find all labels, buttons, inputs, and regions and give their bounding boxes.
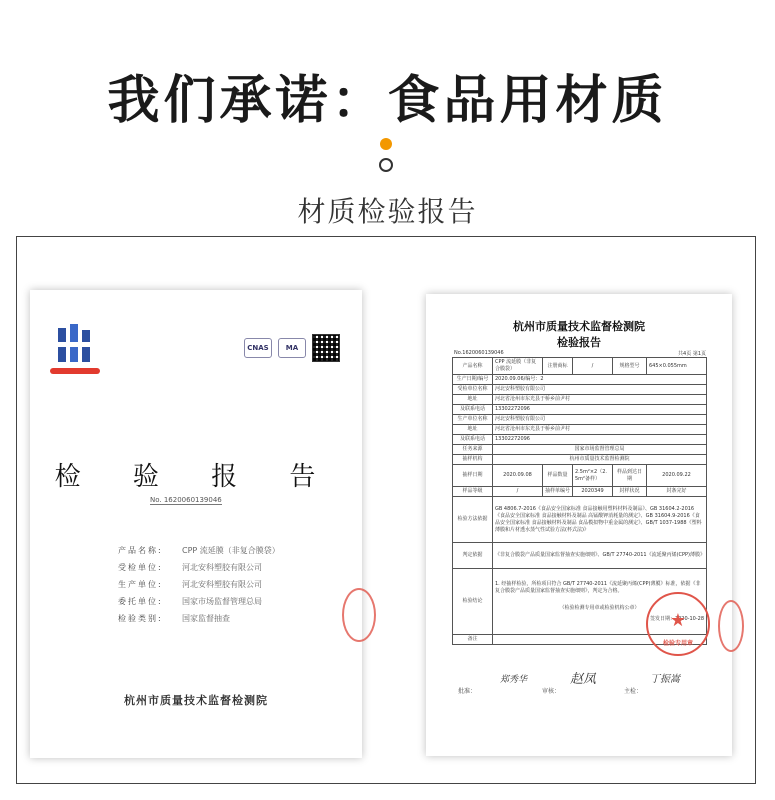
table-cell: / (493, 487, 543, 497)
table-cell: 地址 (453, 425, 493, 435)
table-cell: 13302272096 (493, 405, 707, 415)
table-row (453, 375, 707, 385)
table-row (453, 358, 707, 375)
review-signature: 赵凤 (570, 672, 597, 687)
table-cell: 2020.09.22 (647, 465, 707, 487)
table-cell: 河北省沧州市东光县于桥乡前尹村 (493, 395, 707, 405)
table-cell: 河北省沧州市东光县于桥乡前尹村 (493, 425, 707, 435)
table-cell: 抽样日期 (453, 465, 493, 487)
accent-dot-icon (380, 138, 392, 150)
seal-text: 检验专用章 (662, 640, 693, 647)
ring-dot-icon (379, 158, 393, 172)
table-cell: 及联系电话 (453, 405, 493, 415)
table-cell: 河北安科塑胶有限公司 (493, 385, 707, 395)
cma-badge: MA (278, 338, 306, 358)
report-page-count: 共4页 第1页 (678, 351, 706, 357)
table-cell: 样品到达日期 (613, 465, 647, 487)
main-label: 主检： (624, 688, 643, 695)
conclusion-text: 1. 经抽样检验，所检项目符合 GB/T 27740-2011《流延聚丙烯(CPP)薄膜》标准，依据《非复合膜袋产品质量国家监督抽查实施细则》，判定为合格。 (495, 580, 701, 594)
report-institute-title: 杭州市质量技术监督检测院 (513, 320, 645, 333)
table-cell: 2.5m²×2（2.5m²备样） (573, 465, 613, 487)
table-cell: 抽样单编号 (543, 487, 573, 497)
cover-field-row (118, 559, 280, 576)
cover-field-row (118, 576, 280, 593)
table-cell: 封样状况 (613, 487, 647, 497)
cover-field-row (118, 593, 280, 610)
table-cell: 生产日期/编号 (453, 375, 493, 385)
cover-title: 检 验 报 告 (54, 462, 338, 492)
table-row (453, 425, 707, 435)
table-row (453, 487, 707, 497)
table-cell: 2020.09.06/编号：2 (493, 375, 707, 385)
cnas-badge: CNAS (244, 338, 272, 358)
inspection-seal (646, 592, 710, 656)
table-row (453, 497, 707, 543)
field-label: 委托单位: (118, 597, 163, 606)
table-row (453, 415, 707, 425)
table-cell: 地址 (453, 395, 493, 405)
qr-code-icon (312, 334, 340, 362)
report-detail-page (426, 294, 732, 756)
institute-logo-icon (54, 324, 94, 368)
field-label: 生产单位: (118, 580, 163, 589)
table-cell: 样品等级 (453, 487, 493, 497)
field-value: 国家市场监督管理总局 (182, 597, 262, 606)
table-cell: 杭州市质量技术监督检测院 (493, 455, 707, 465)
cover-fields (118, 542, 280, 627)
table-row (453, 445, 707, 455)
table-cell: 备注 (453, 635, 493, 645)
report-cover-page (30, 290, 362, 758)
table-cell: 国家市场监督管理总局 (493, 445, 707, 455)
cover-report-number: No. 1620060139046 (150, 496, 222, 504)
seal-edge-icon (718, 600, 744, 652)
table-cell: 注册商标 (543, 358, 573, 375)
field-value: 河北安科塑胶有限公司 (182, 563, 262, 572)
table-cell: 任务来源 (453, 445, 493, 455)
table-cell: 判定依据 (453, 543, 493, 569)
table-cell: CPP 流延膜（非复合膜袋） (493, 358, 543, 375)
report-number: No.1620060139046 (454, 350, 504, 356)
table-row (453, 385, 707, 395)
table-cell: / (573, 358, 613, 375)
table-cell: 产品名称 (453, 358, 493, 375)
table-row (453, 395, 707, 405)
table-cell: 13302272096 (493, 435, 707, 445)
table-cell: 2020349 (573, 487, 613, 497)
table-cell: GB 4806.7-2016《食品安全国家标准 食品接触用塑料材料及制品》、GB 31604.2-2016《食品安全国家标准 食品接触材料及制品 高锰酸钾消耗量的测定》、GB 31604.9-2016《食品安全国家标准 食品接触材料及制品 食品模拟物中重金属的测定》、GB/T 1037-1988《塑料薄膜和片材透水蒸气性试验方法(杯式法)》 (493, 497, 707, 543)
field-label: 检验类别: (118, 614, 163, 623)
logo-underline (50, 368, 100, 374)
table-cell: 645×0.055mm (647, 358, 707, 375)
section-subtitle: 材质检验报告 (297, 195, 478, 228)
main-signature: 丁振嵩 (650, 674, 680, 685)
issue-date: 签发日期：2020-10-28 (649, 615, 704, 622)
table-cell: 抽样机构 (453, 455, 493, 465)
table-row (453, 435, 707, 445)
field-label: 受检单位: (118, 563, 163, 572)
table-cell: 封条完好 (647, 487, 707, 497)
table-cell: 2020.09.08 (493, 465, 543, 487)
seal-star-icon: ★ (669, 610, 687, 631)
table-cell: 《非复合膜袋产品质量国家监督抽查实施细则》、GB/T 27740-2011《流延聚丙烯(CPP)薄膜》 (493, 543, 707, 569)
review-label: 审核： (542, 688, 561, 695)
table-row (453, 465, 707, 487)
accreditation-badges (244, 334, 340, 362)
report-title: 检验报告 (557, 336, 601, 349)
cover-field-row (118, 610, 280, 627)
table-row (453, 405, 707, 415)
table-cell: 检验方法依据 (453, 497, 493, 543)
page-title: 我们承诺：食品用材质 (107, 71, 668, 131)
table-cell: 规格型号 (613, 358, 647, 375)
field-value: 国家监督抽查 (182, 614, 230, 623)
approve-label: 批准： (458, 688, 477, 695)
table-cell: 受检单位名称 (453, 385, 493, 395)
table-cell: 生产单位名称 (453, 415, 493, 425)
seal-edge-icon (342, 588, 376, 642)
table-cell: 及联系电话 (453, 435, 493, 445)
cover-organization: 杭州市质量技术监督检测院 (124, 694, 268, 707)
conclusion-stamp-note: （检验检测专用章或检验机构公章） (559, 604, 640, 611)
table-row (453, 455, 707, 465)
cover-field-row (118, 542, 280, 559)
approve-signature: 郑秀华 (500, 675, 528, 685)
table-row (453, 543, 707, 569)
table-cell: 检验结论 (453, 569, 493, 635)
field-label: 产品名称: (118, 546, 163, 555)
table-cell: 样品数量 (543, 465, 573, 487)
field-value: CPP 流延膜（非复合膜袋） (182, 546, 280, 555)
field-value: 河北安科塑胶有限公司 (182, 580, 262, 589)
table-cell: 河北安科塑胶有限公司 (493, 415, 707, 425)
